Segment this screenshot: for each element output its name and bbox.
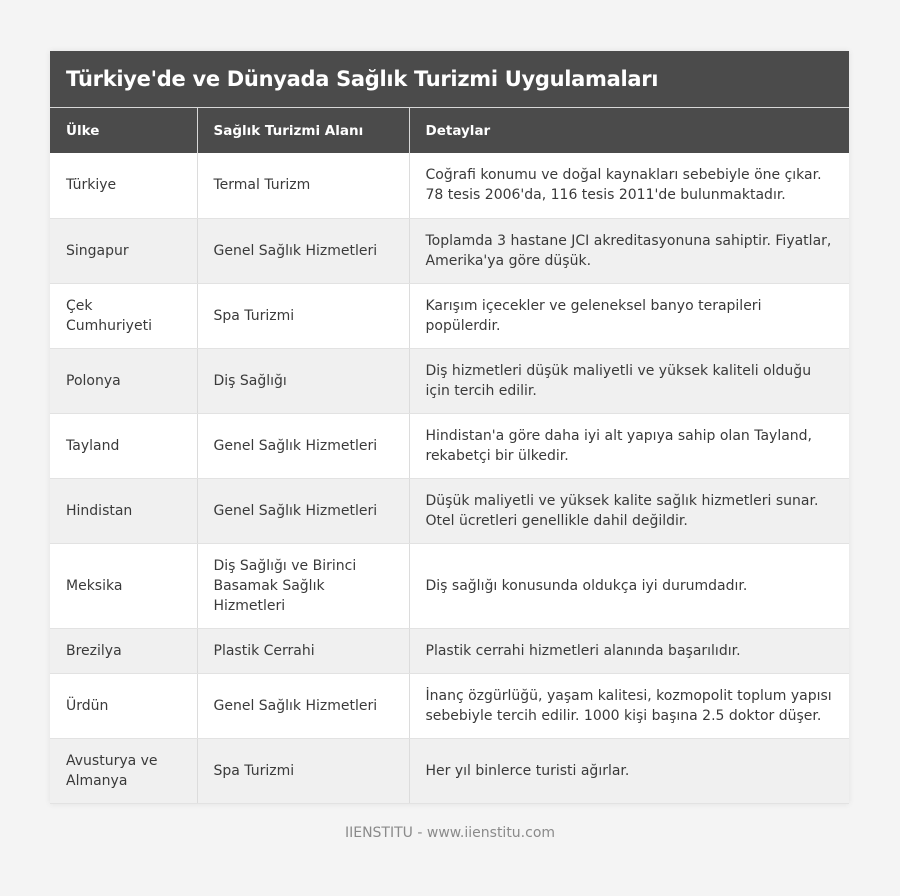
cell-country: Ürdün xyxy=(50,673,197,738)
table-row xyxy=(50,413,849,478)
health-tourism-table xyxy=(50,108,849,804)
table-card xyxy=(50,51,849,804)
cell-details: Diş hizmetleri düşük maliyetli ve yüksek kaliteli olduğu için tercih edilir. xyxy=(409,348,849,413)
table-row xyxy=(50,283,849,348)
cell-area: Termal Turizm xyxy=(197,153,409,218)
cell-details: Her yıl binlerce turisti ağırlar. xyxy=(409,738,849,803)
cell-details: Toplamda 3 hastane JCI akreditasyonuna sahiptir. Fiyatlar, Amerika'ya göre düşük. xyxy=(409,218,849,283)
column-header-country: Ülke xyxy=(50,108,197,153)
cell-country: Avusturya ve Almanya xyxy=(50,738,197,803)
cell-country: Hindistan xyxy=(50,478,197,543)
table-row xyxy=(50,478,849,543)
cell-country: Meksika xyxy=(50,543,197,628)
cell-area: Genel Sağlık Hizmetleri xyxy=(197,478,409,543)
cell-country: Brezilya xyxy=(50,628,197,673)
cell-area: Diş Sağlığı ve Birinci Basamak Sağlık Hizmetleri xyxy=(197,543,409,628)
table-row xyxy=(50,673,849,738)
cell-area: Genel Sağlık Hizmetleri xyxy=(197,413,409,478)
table-row xyxy=(50,543,849,628)
cell-area: Spa Turizmi xyxy=(197,283,409,348)
table-row xyxy=(50,738,849,803)
cell-country: Singapur xyxy=(50,218,197,283)
footer-watermark: IIENSTITU - www.iienstitu.com xyxy=(344,825,556,841)
cell-area: Diş Sağlığı xyxy=(197,348,409,413)
cell-details: Hindistan'a göre daha iyi alt yapıya sahip olan Tayland, rekabetçi bir ülkedir. xyxy=(409,413,849,478)
cell-details: Coğrafi konumu ve doğal kaynakları sebebiyle öne çıkar. 78 tesis 2006'da, 116 tesis 2011'de bulunmaktadır. xyxy=(409,153,849,218)
cell-area: Genel Sağlık Hizmetleri xyxy=(197,218,409,283)
table-header xyxy=(50,108,849,153)
cell-country: Türkiye xyxy=(50,153,197,218)
column-header-area: Sağlık Turizmi Alanı xyxy=(197,108,409,153)
column-header-details: Detaylar xyxy=(409,108,849,153)
cell-area: Spa Turizmi xyxy=(197,738,409,803)
cell-area: Genel Sağlık Hizmetleri xyxy=(197,673,409,738)
table-row xyxy=(50,628,849,673)
table-row xyxy=(50,153,849,218)
table-row xyxy=(50,348,849,413)
table-row xyxy=(50,218,849,283)
cell-details: Düşük maliyetli ve yüksek kalite sağlık hizmetleri sunar. Otel ücretleri genellikle dahil değildir. xyxy=(409,478,849,543)
cell-details: Diş sağlığı konusunda oldukça iyi durumdadır. xyxy=(409,543,849,628)
cell-details: Plastik cerrahi hizmetleri alanında başarılıdır. xyxy=(409,628,849,673)
cell-country: Polonya xyxy=(50,348,197,413)
table-title: Türkiye'de ve Dünyada Sağlık Turizmi Uygulamaları xyxy=(50,51,849,108)
cell-country: Tayland xyxy=(50,413,197,478)
cell-country: Çek Cumhuriyeti xyxy=(50,283,197,348)
cell-area: Plastik Cerrahi xyxy=(197,628,409,673)
cell-details: Karışım içecekler ve geleneksel banyo terapileri popülerdir. xyxy=(409,283,849,348)
cell-details: İnanç özgürlüğü, yaşam kalitesi, kozmopolit toplum yapısı sebebiyle tercih edilir. 1000 kişi başına 2.5 doktor düşer. xyxy=(409,673,849,738)
